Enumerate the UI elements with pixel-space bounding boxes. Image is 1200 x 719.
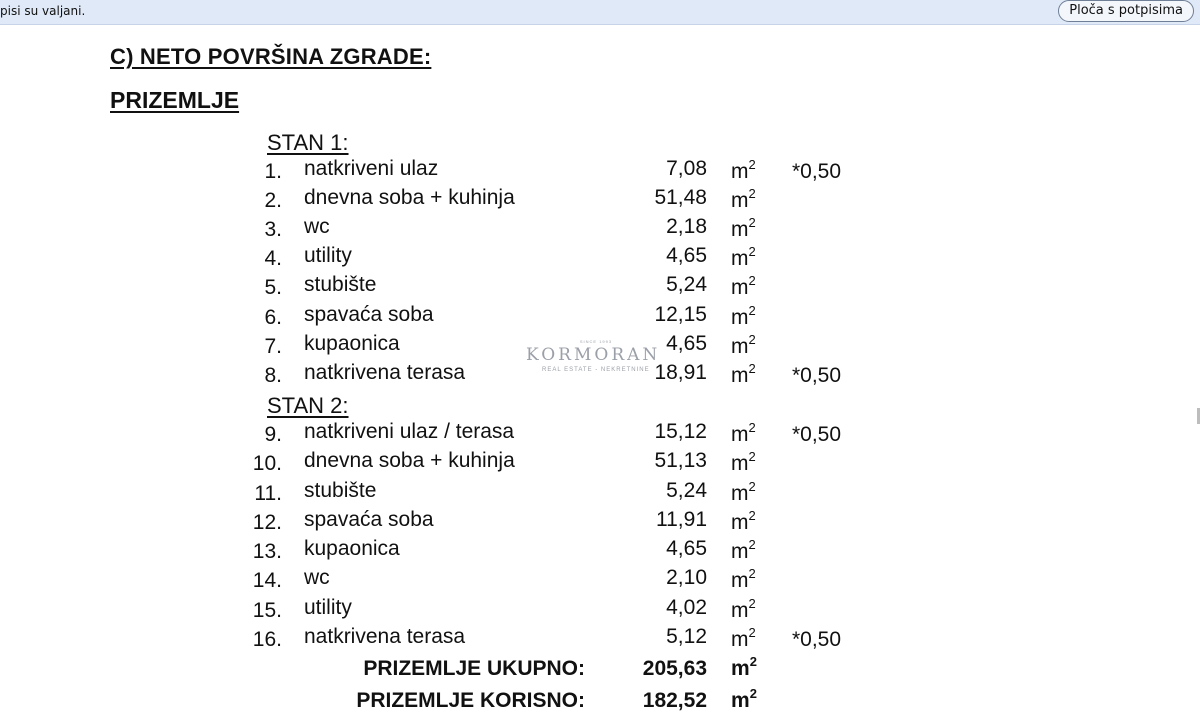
area-unit: $m^2$ [731,449,756,475]
table-row [0,273,1200,302]
area-value: 4,65 [666,244,707,267]
table-row [0,566,1200,595]
room-name: utility [304,244,352,267]
table-row [0,449,1200,478]
area-value: 4,65 [666,537,707,560]
table-row [0,420,1200,449]
section-title-stan-1: STAN 1: [267,130,349,155]
room-name: kupaonica [304,332,400,355]
room-name: dnevna soba + kuhinja [304,186,515,209]
total-value: 182,52 [642,689,707,712]
row-number: 1. [264,160,282,183]
coefficient-note: *0,50 [792,423,842,446]
area-value: 11,91 [656,508,707,531]
table-row [0,537,1200,566]
table-row [0,625,1200,654]
room-name: stubište [304,479,377,502]
area-unit: $m^2$ [731,361,756,387]
row-number: 5. [264,276,282,299]
room-name: natkriveni ulaz / terasa [304,420,515,443]
total-unit: $m^2$ [731,654,757,680]
area-unit: $m^2$ [731,244,756,270]
area-value: 5,24 [666,273,707,296]
area-unit: $m^2$ [731,420,756,446]
table-row [0,303,1200,332]
signature-status-text: pisi su valjani. [0,4,86,18]
section-title-stan-2: STAN 2: [267,393,349,418]
room-name: spavaća soba [304,303,434,326]
coefficient-note: *0,50 [792,160,842,183]
table-row [0,332,1200,361]
room-name: natkrivena terasa [304,361,466,384]
area-value: 51,48 [654,186,707,209]
area-value: 4,65 [666,332,707,355]
area-value: 15,12 [654,420,707,443]
floor-heading: PRIZEMLJE [110,87,240,113]
row-number: 12. [252,511,282,534]
area-unit: $m^2$ [731,332,756,358]
table-row [0,215,1200,244]
room-name: spavaća soba [304,508,434,531]
area-value: 5,24 [666,479,707,502]
area-unit: $m^2$ [731,186,756,212]
table-row [0,186,1200,215]
area-value: 12,15 [654,303,707,326]
area-unit: $m^2$ [731,625,756,651]
area-unit: $m^2$ [731,215,756,241]
area-unit: $m^2$ [731,508,756,534]
room-name: utility [304,596,352,619]
area-unit: $m^2$ [731,537,756,563]
area-unit: $m^2$ [731,273,756,299]
area-unit: $m^2$ [731,157,756,183]
total-row [0,654,1200,687]
row-number: 8. [264,364,282,387]
row-number: 15. [252,599,282,622]
row-number: 2. [264,189,282,212]
table-row [0,479,1200,508]
row-number: 6. [264,306,282,329]
row-number: 14. [252,569,282,592]
area-value: 51,13 [654,449,707,472]
watermark-name: KORMORAN [526,345,661,365]
area-value: 2,10 [666,566,707,589]
total-value: 205,63 [642,657,707,680]
room-name: natkriveni ulaz [304,157,439,180]
table-row [0,596,1200,625]
room-name: natkrivena terasa [304,625,466,648]
document-heading: C) NETO POVRŠINA ZGRADE: [110,44,432,69]
watermark-tagline: REAL ESTATE - NEKRETNINE [542,367,650,373]
total-label: PRIZEMLJE KORISNO: [356,689,585,712]
row-number: 3. [264,218,282,241]
coefficient-note: *0,50 [792,364,842,387]
table-row [0,157,1200,186]
coefficient-note: *0,50 [792,628,842,651]
signature-bar [0,0,1200,25]
row-number: 7. [264,335,282,358]
area-unit: $m^2$ [731,566,756,592]
table-row [0,361,1200,390]
table-row [0,244,1200,273]
row-number: 4. [264,247,282,270]
room-name: wc [304,566,330,589]
area-value: 4,02 [666,596,707,619]
table-row [0,508,1200,537]
area-value: 5,12 [666,625,707,648]
row-number: 9. [264,423,282,446]
room-name: kupaonica [304,537,400,560]
total-unit: $m^2$ [731,686,757,712]
total-label: PRIZEMLJE UKUPNO: [363,657,585,680]
area-unit: $m^2$ [731,596,756,622]
watermark-since: SINCE 1993 [579,339,613,344]
room-name: stubište [304,273,377,296]
row-number: 16. [252,628,282,651]
area-unit: $m^2$ [731,303,756,329]
area-value: 7,08 [666,157,707,180]
room-name: wc [304,215,330,238]
row-number: 11. [254,482,282,505]
area-value: 2,18 [666,215,707,238]
area-unit: $m^2$ [731,479,756,505]
signature-panel-button[interactable]: Ploča s potpisima [1058,0,1194,22]
area-value: 18,91 [654,361,707,384]
row-number: 10. [252,452,282,475]
room-name: dnevna soba + kuhinja [304,449,515,472]
row-number: 13. [252,540,282,563]
